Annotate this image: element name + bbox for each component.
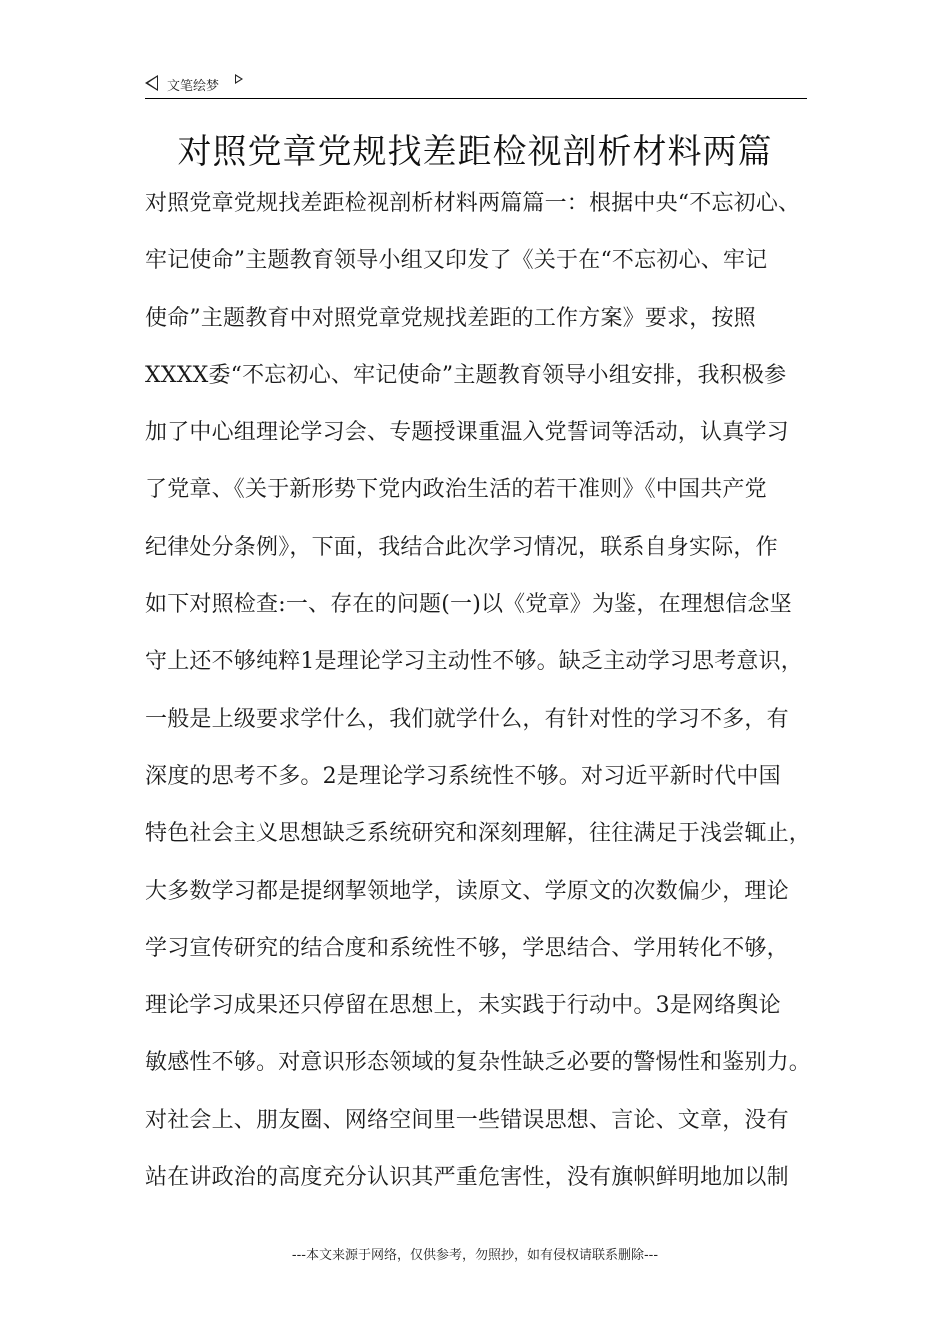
- triangle-left-icon: [145, 75, 158, 91]
- body-line: 特色社会主义思想缺乏系统研究和深刻理解，往往满足于浅尝辄止，: [145, 821, 812, 847]
- body-line: 了党章、《关于新形势下党内政治生活的若干准则》《中国共产党: [145, 477, 767, 503]
- body-line: 纪律处分条例》，下面，我结合此次学习情况，联系自身实际，作: [145, 534, 778, 560]
- body-line: 对社会上、朋友圈、网络空间里一些错误思想、言论、文章，没有: [145, 1107, 789, 1133]
- body-line: 牢记使命”主题教育领导小组又印发了《关于在“不忘初心、牢记: [145, 248, 768, 274]
- body-line: 对照党章党规找差距检视剖析材料两篇篇一：根据中央“不忘初心、: [145, 191, 801, 216]
- body-line: 如下对照检查:一、存在的问题(一)以《党章》为鉴，在理想信念坚: [145, 592, 792, 618]
- body-line: 站在讲政治的高度充分认识其严重危害性，没有旗帜鲜明地加以制: [145, 1165, 789, 1191]
- body-line: 加了中心组理论学习会、专题授课重温入党誓词等活动，认真学习: [145, 420, 789, 446]
- header-brand: 文笔绘梦: [167, 79, 220, 94]
- body-line: 大多数学习都是提纲挈领地学，读原文、学原文的次数偏少，理论: [145, 878, 789, 904]
- page-footer: ---本文来源于网络，仅供参考，勿照抄，如有侵权请联系删除---: [291, 1248, 659, 1263]
- body-line: 深度的思考不多。2是理论学习系统性不够。对习近平新时代中国: [145, 763, 781, 789]
- body-line: 敏感性不够。对意识形态领域的复杂性缺乏必要的警惕性和鉴别力。: [145, 1050, 812, 1076]
- body-line: 学习宣传研究的结合度和系统性不够，学思结合、学用转化不够，: [145, 935, 789, 961]
- body-line: 守上还不够纯粹1是理论学习主动性不够。缺乏主动学习思考意识，: [145, 649, 803, 675]
- body-line: 一般是上级要求学什么，我们就学什么，有针对性的学习不多，有: [145, 706, 789, 732]
- triangle-right-icon: [235, 74, 243, 84]
- body-line: 使命”主题教育中对照党章党规找差距的工作方案》要求，按照: [145, 305, 756, 331]
- document-title: 对照党章党规找差距检视剖析材料两篇: [177, 132, 773, 172]
- body-line: 理论学习成果还只停留在思想上，未实践于行动中。3是网络舆论: [145, 993, 781, 1019]
- body-line: XXXX委“不忘初心、牢记使命”主题教育领导小组安排，我积极参: [145, 362, 787, 388]
- page-header: [145, 72, 807, 99]
- document-body: [145, 175, 835, 1206]
